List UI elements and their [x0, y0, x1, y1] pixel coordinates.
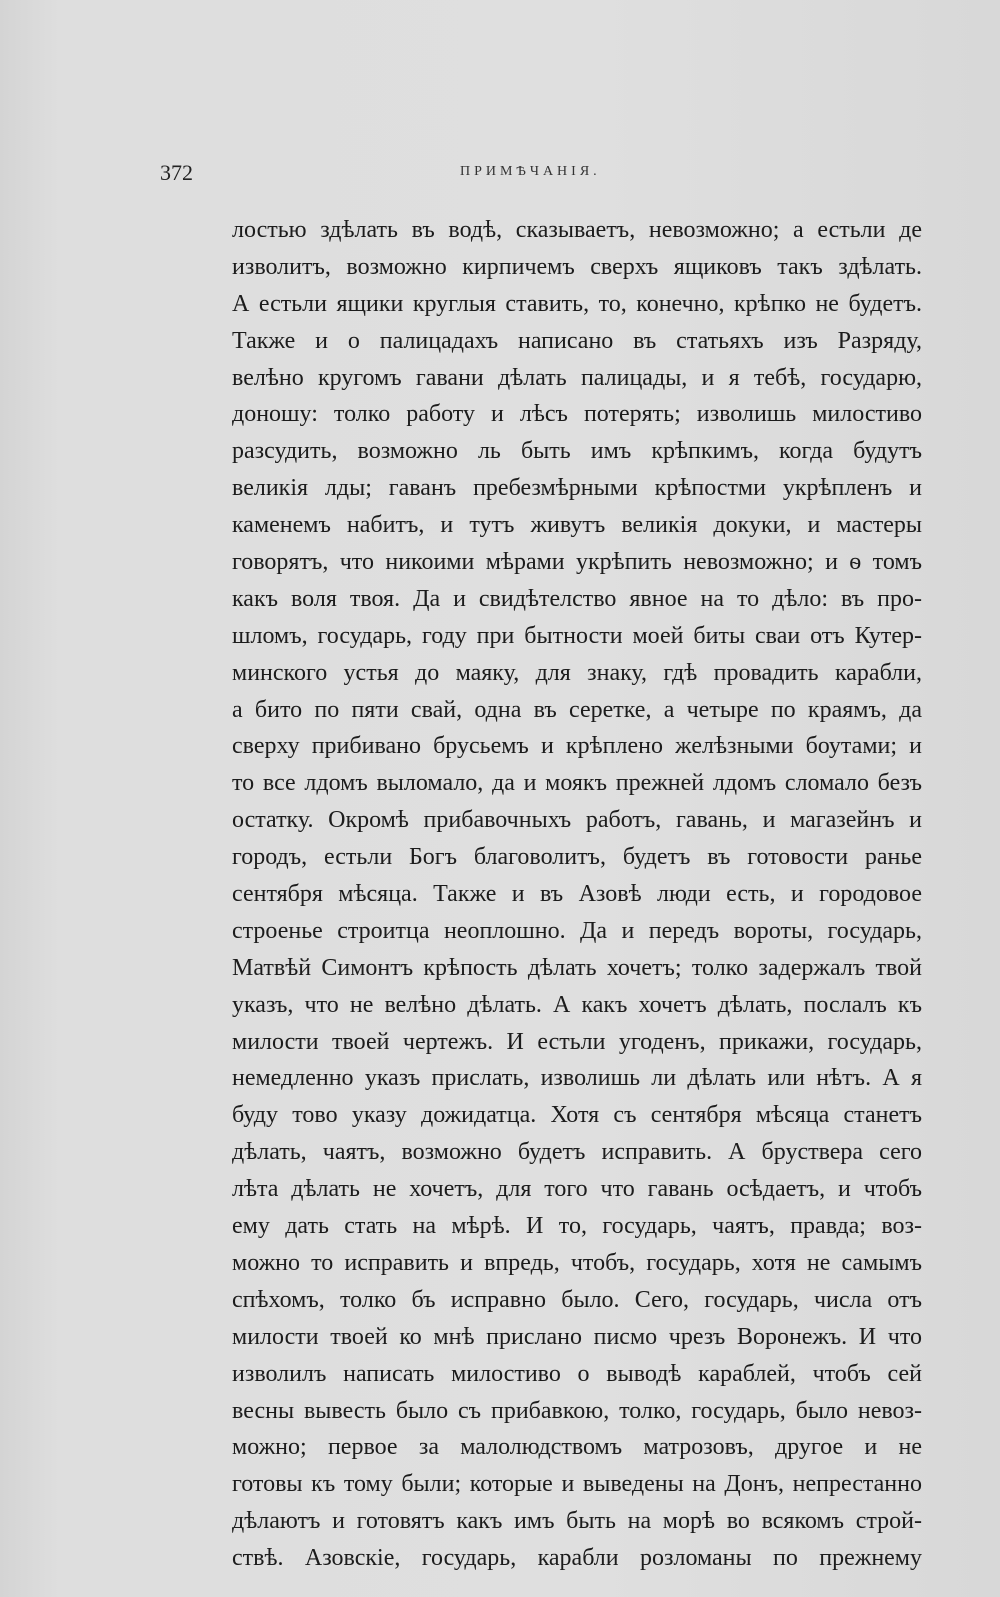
text-line: немедленно указъ прислать, изволишь ли дѣлать или нѣтъ. А я — [232, 1065, 922, 1092]
text-line: лостью здѣлать въ водѣ, сказываетъ, невозможно; а естьли де — [232, 217, 922, 243]
text-line: минского устья до маяку, для знаку, гдѣ провадить карабли, — [232, 659, 922, 686]
text-line: городъ, естьли Богъ благоволитъ, будетъ въ готовости ранье — [232, 844, 922, 871]
text-line: весны вывесть было съ прибавкою, толко, государь, было невоз- — [232, 1397, 922, 1424]
text-line: милости твоей чертежъ. И естьли угоденъ, прикажи, государь, — [232, 1028, 922, 1055]
text-line: милости твоей ко мнѣ прислано писмо чрезъ Воронежъ. И что — [232, 1323, 922, 1350]
text-line: разсудить, возможно ль быть имъ крѣпкимъ, когда будутъ — [232, 438, 922, 465]
text-line: а бито по пяти свай, одна въ серетке, а четыре по краямъ, да — [232, 696, 922, 723]
text-line: Матвѣй Симонтъ крѣпость дѣлать хочетъ; толко задержалъ твой — [232, 954, 922, 981]
text-line: шломъ, государь, году при бытности моей биты сваи отъ Кутер- — [232, 622, 922, 649]
running-head: ПРИМѢЧАНІЯ. — [460, 164, 601, 179]
page-header — [160, 160, 920, 190]
text-line: сентября мѣсяца. Также и въ Азовѣ люди есть, и городовое — [232, 881, 922, 908]
text-line: спѣхомъ, толко бъ исправно было. Сего, государь, числа отъ — [232, 1286, 922, 1313]
text-line: можно; первое за малолюдствомъ матрозовъ, другое и не — [232, 1434, 922, 1461]
text-line: изволитъ, возможно кирпичемъ сверхъ ящиковъ такъ здѣлать. — [232, 253, 922, 280]
text-line: можно то исправить и впредь, чтобъ, государь, хотя не самымъ — [232, 1249, 922, 1276]
text-line: то все лдомъ выломало, да и моякъ прежней лдомъ сломало безъ — [232, 770, 922, 797]
text-line: лѣта дѣлать не хочетъ, для того что гавань осѣдаетъ, и чтобъ — [232, 1176, 922, 1203]
text-line: остатку. Окромѣ прибавочныхъ работъ, гавань, и магазейнъ и — [232, 807, 922, 834]
text-line: А естьли ящики круглыя ставить, то, конечно, крѣпко не будетъ. — [232, 290, 922, 317]
text-line: ему дать стать на мѣрѣ. И то, государь, чаятъ, правда; воз- — [232, 1213, 922, 1240]
text-line: говорятъ, что никоими мѣрами укрѣпить невозможно; и ѳ томъ — [232, 549, 922, 576]
text-line: буду тово указу дожидатца. Хотя съ сентября мѣсяца станетъ — [232, 1102, 922, 1129]
text-line: ствѣ. Азовскіе, государь, карабли розломаны по прежнему — [232, 1545, 922, 1572]
text-line: дѣлать, чаятъ, возможно будетъ исправить. А бруствера сего — [232, 1139, 922, 1166]
text-line: велѣно кругомъ гавани дѣлать палицады, и я тебѣ, государю, — [232, 364, 922, 391]
text-line: дѣлаютъ и готовятъ какъ имъ быть на морѣ во всякомъ строй- — [232, 1508, 922, 1535]
text-line: изволилъ написать милостиво о выводѣ караблей, чтобъ сей — [232, 1360, 922, 1387]
text-line: Также и о палицадахъ написано въ статьяхъ изъ Разряду, — [232, 327, 922, 354]
text-line: великія лды; гаванъ пребезмѣрными крѣпостми укрѣпленъ и — [232, 475, 922, 502]
text-line: доношу: толко работу и лѣсъ потерять; изволишь милостиво — [232, 401, 922, 428]
page-number: 372 — [160, 160, 193, 185]
text-line: сверху прибивано брусьемъ и крѣплено желѣзными боутами; и — [232, 733, 922, 760]
body-text — [232, 212, 922, 1577]
text-line: каменемъ набитъ, и тутъ живутъ великія докуки, и мастеры — [232, 512, 922, 539]
text-line: готовы къ тому были; которые и выведены на Донъ, непрестанно — [232, 1471, 922, 1498]
text-line: какъ воля твоя. Да и свидѣтелство явное на то дѣло: въ про- — [232, 585, 922, 612]
text-line: строенье строитца неоплошно. Да и передъ вороты, государь, — [232, 917, 922, 944]
text-line: указъ, что не велѣно дѣлать. А какъ хочетъ дѣлать, послалъ къ — [232, 991, 922, 1018]
